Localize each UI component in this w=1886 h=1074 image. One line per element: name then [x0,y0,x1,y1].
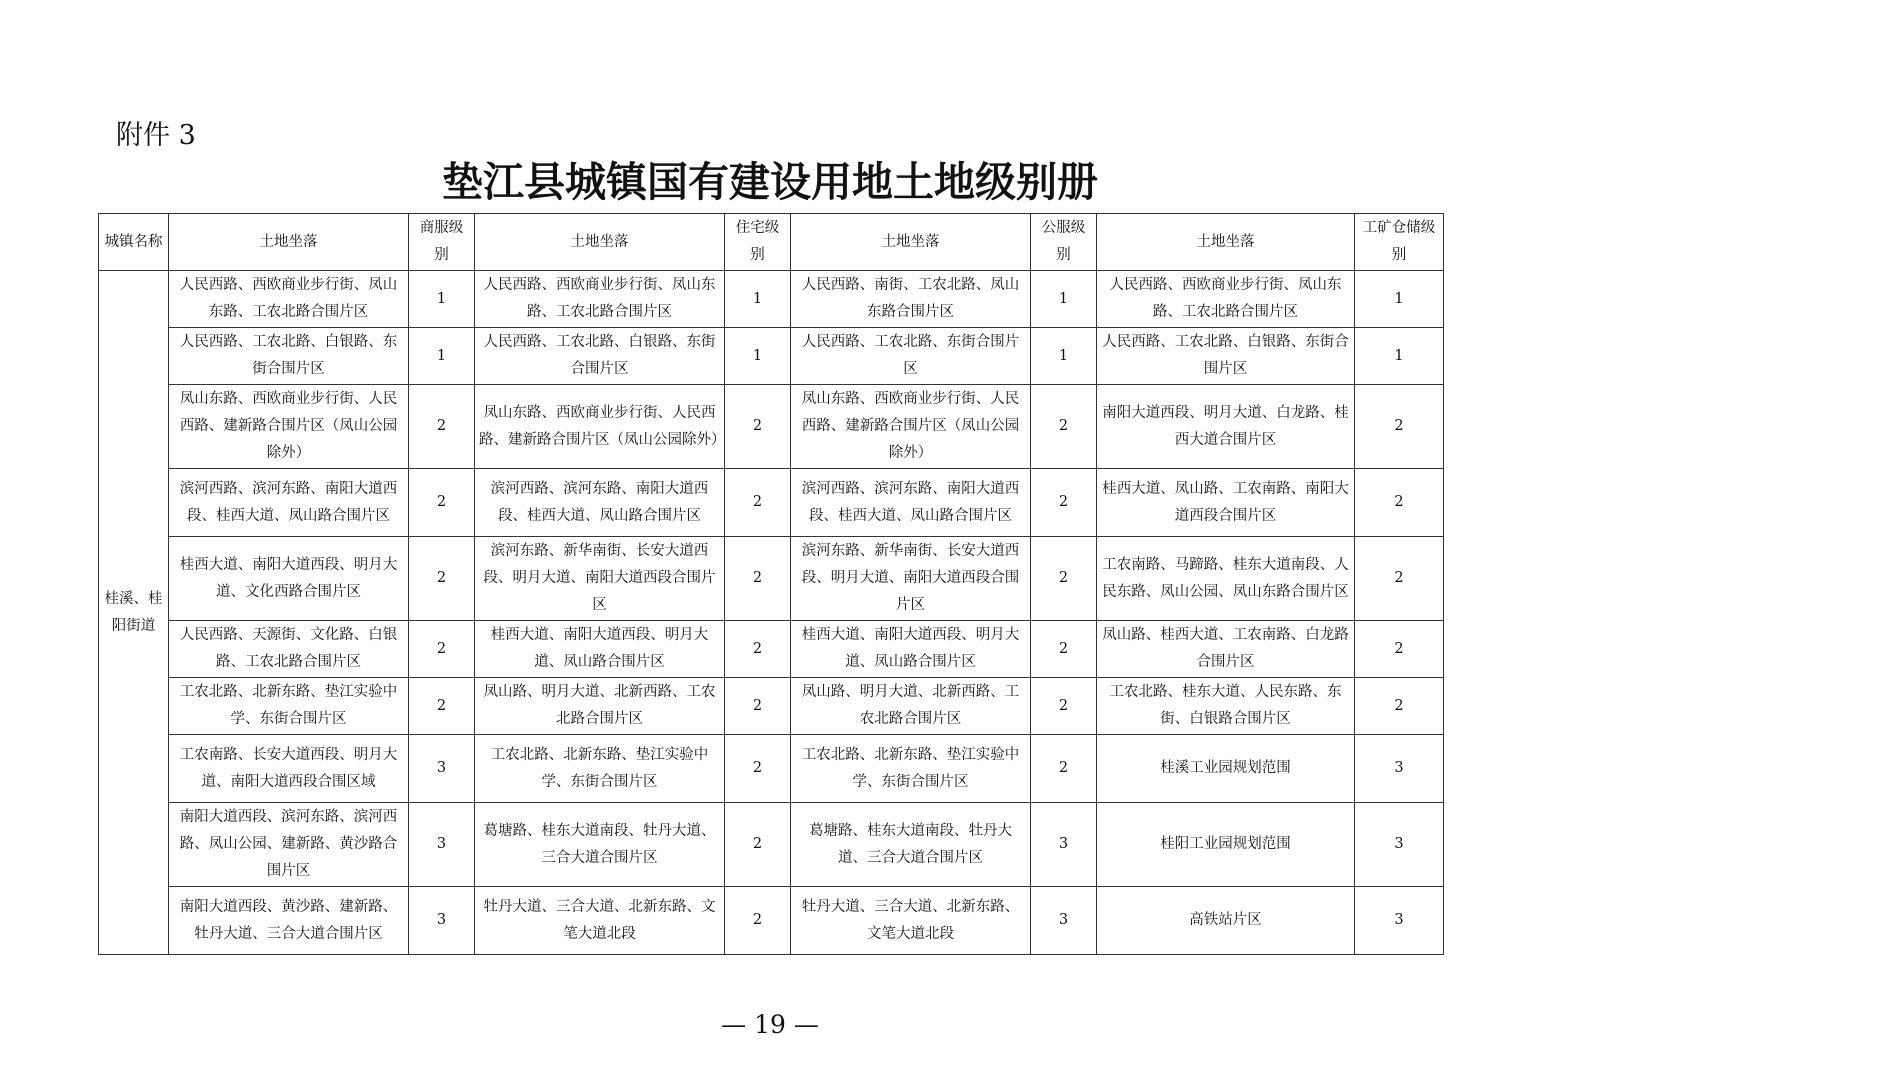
public-service-grade-cell: 2 [1031,469,1097,537]
commercial-grade-cell: 1 [409,271,475,328]
residential-grade-cell: 2 [725,385,791,469]
table-row [99,385,1444,469]
public-service-grade-cell: 2 [1031,537,1097,621]
header-location: 土地坐落 [1097,214,1355,271]
industrial-grade-cell: 3 [1355,887,1444,955]
table-row [99,887,1444,955]
public-service-grade-cell: 2 [1031,735,1097,803]
residential-location-cell: 滨河西路、滨河东路、南阳大道西段、桂西大道、凤山路合围片区 [475,469,725,537]
table-header [99,214,1444,271]
public-service-location-cell: 葛塘路、桂东大道南段、牡丹大道、三合大道合围片区 [791,803,1031,887]
commercial-grade-cell: 3 [409,803,475,887]
industrial-location-cell: 人民西路、工农北路、白银路、东街合围片区 [1097,328,1355,385]
public-service-grade-cell: 1 [1031,271,1097,328]
residential-location-cell: 滨河东路、新华南街、长安大道西段、明月大道、南阳大道西段合围片区 [475,537,725,621]
commercial-location-cell: 人民西路、西欧商业步行街、凤山东路、工农北路合围片区 [169,271,409,328]
public-service-location-cell: 工农北路、北新东路、垫江实验中学、东街合围片区 [791,735,1031,803]
public-service-grade-cell: 1 [1031,328,1097,385]
commercial-grade-cell: 2 [409,678,475,735]
residential-grade-cell: 2 [725,621,791,678]
table-row [99,328,1444,385]
industrial-location-cell: 高铁站片区 [1097,887,1355,955]
commercial-location-cell: 南阳大道西段、黄沙路、建新路、牡丹大道、三合大道合围片区 [169,887,409,955]
residential-location-cell: 凤山路、明月大道、北新西路、工农北路合围片区 [475,678,725,735]
public-service-grade-cell: 2 [1031,385,1097,469]
residential-location-cell: 人民西路、西欧商业步行街、凤山东路、工农北路合围片区 [475,271,725,328]
table-row [99,469,1444,537]
industrial-grade-cell: 1 [1355,328,1444,385]
public-service-grade-cell: 3 [1031,803,1097,887]
industrial-grade-cell: 3 [1355,735,1444,803]
public-service-grade-cell: 2 [1031,621,1097,678]
commercial-grade-cell: 3 [409,735,475,803]
commercial-location-cell: 南阳大道西段、滨河东路、滨河西路、凤山公园、建新路、黄沙路合围片区 [169,803,409,887]
document-title: 垫江县城镇国有建设用地土地级别册 [442,158,1098,206]
residential-location-cell: 凤山东路、西欧商业步行街、人民西路、建新路合围片区（凤山公园除外） [475,385,725,469]
industrial-grade-cell: 2 [1355,469,1444,537]
table-row [99,803,1444,887]
commercial-grade-cell: 2 [409,621,475,678]
residential-location-cell: 葛塘路、桂东大道南段、牡丹大道、三合大道合围片区 [475,803,725,887]
residential-grade-cell: 1 [725,328,791,385]
header-location: 土地坐落 [169,214,409,271]
commercial-location-cell: 人民西路、天源街、文化路、白银路、工农北路合围片区 [169,621,409,678]
residential-location-cell: 桂西大道、南阳大道西段、明月大道、凤山路合围片区 [475,621,725,678]
commercial-grade-cell: 2 [409,537,475,621]
residential-grade-cell: 1 [725,271,791,328]
public-service-location-cell: 桂西大道、南阳大道西段、明月大道、凤山路合围片区 [791,621,1031,678]
table-body [99,271,1444,955]
commercial-grade-cell: 2 [409,469,475,537]
header-residential-grade: 住宅级别 [725,214,791,271]
residential-grade-cell: 2 [725,537,791,621]
industrial-location-cell: 南阳大道西段、明月大道、白龙路、桂西大道合围片区 [1097,385,1355,469]
commercial-location-cell: 桂西大道、南阳大道西段、明月大道、文化西路合围片区 [169,537,409,621]
residential-grade-cell: 2 [725,678,791,735]
residential-location-cell: 人民西路、工农北路、白银路、东街合围片区 [475,328,725,385]
header-location: 土地坐落 [475,214,725,271]
residential-grade-cell: 2 [725,469,791,537]
city-name-cell: 桂溪、桂阳街道 [99,271,169,955]
industrial-location-cell: 工农北路、桂东大道、人民东路、东街、白银路合围片区 [1097,678,1355,735]
header-public-service-grade: 公服级别 [1031,214,1097,271]
public-service-grade-cell: 3 [1031,887,1097,955]
public-service-location-cell: 凤山路、明月大道、北新西路、工农北路合围片区 [791,678,1031,735]
public-service-location-cell: 人民西路、南街、工农北路、凤山东路合围片区 [791,271,1031,328]
commercial-location-cell: 工农南路、长安大道西段、明月大道、南阳大道西段合围区域 [169,735,409,803]
table-row [99,537,1444,621]
residential-location-cell: 牡丹大道、三合大道、北新东路、文笔大道北段 [475,887,725,955]
commercial-location-cell: 凤山东路、西欧商业步行街、人民西路、建新路合围片区（凤山公园除外） [169,385,409,469]
commercial-grade-cell: 3 [409,887,475,955]
header-city: 城镇名称 [99,214,169,271]
industrial-location-cell: 人民西路、西欧商业步行街、凤山东路、工农北路合围片区 [1097,271,1355,328]
commercial-location-cell: 人民西路、工农北路、白银路、东街合围片区 [169,328,409,385]
public-service-location-cell: 凤山东路、西欧商业步行街、人民西路、建新路合围片区（凤山公园除外） [791,385,1031,469]
header-industrial-grade: 工矿仓储级别 [1355,214,1444,271]
commercial-location-cell: 滨河西路、滨河东路、南阳大道西段、桂西大道、凤山路合围片区 [169,469,409,537]
table-row [99,271,1444,328]
industrial-grade-cell: 2 [1355,678,1444,735]
residential-location-cell: 工农北路、北新东路、垫江实验中学、东街合围片区 [475,735,725,803]
land-grade-table [98,213,1444,955]
residential-grade-cell: 2 [725,803,791,887]
industrial-location-cell: 工农南路、马蹄路、桂东大道南段、人民东路、凤山公园、凤山东路合围片区 [1097,537,1355,621]
residential-grade-cell: 2 [725,735,791,803]
page-number: — 19 — [721,1010,819,1039]
industrial-grade-cell: 2 [1355,621,1444,678]
industrial-grade-cell: 2 [1355,385,1444,469]
public-service-location-cell: 人民西路、工农北路、东街合围片区 [791,328,1031,385]
industrial-location-cell: 桂阳工业园规划范围 [1097,803,1355,887]
industrial-grade-cell: 2 [1355,537,1444,621]
commercial-grade-cell: 1 [409,328,475,385]
industrial-location-cell: 凤山路、桂西大道、工农南路、白龙路合围片区 [1097,621,1355,678]
header-commercial-grade: 商服级别 [409,214,475,271]
annex-label: 附件 3 [116,120,196,151]
public-service-location-cell: 滨河东路、新华南街、长安大道西段、明月大道、南阳大道西段合围片区 [791,537,1031,621]
commercial-grade-cell: 2 [409,385,475,469]
table-row [99,621,1444,678]
industrial-grade-cell: 1 [1355,271,1444,328]
table-row [99,678,1444,735]
public-service-location-cell: 滨河西路、滨河东路、南阳大道西段、桂西大道、凤山路合围片区 [791,469,1031,537]
industrial-grade-cell: 3 [1355,803,1444,887]
industrial-location-cell: 桂溪工业园规划范围 [1097,735,1355,803]
table-row [99,735,1444,803]
header-location: 土地坐落 [791,214,1031,271]
commercial-location-cell: 工农北路、北新东路、垫江实验中学、东街合围片区 [169,678,409,735]
public-service-grade-cell: 2 [1031,678,1097,735]
public-service-location-cell: 牡丹大道、三合大道、北新东路、文笔大道北段 [791,887,1031,955]
residential-grade-cell: 2 [725,887,791,955]
industrial-location-cell: 桂西大道、凤山路、工农南路、南阳大道西段合围片区 [1097,469,1355,537]
